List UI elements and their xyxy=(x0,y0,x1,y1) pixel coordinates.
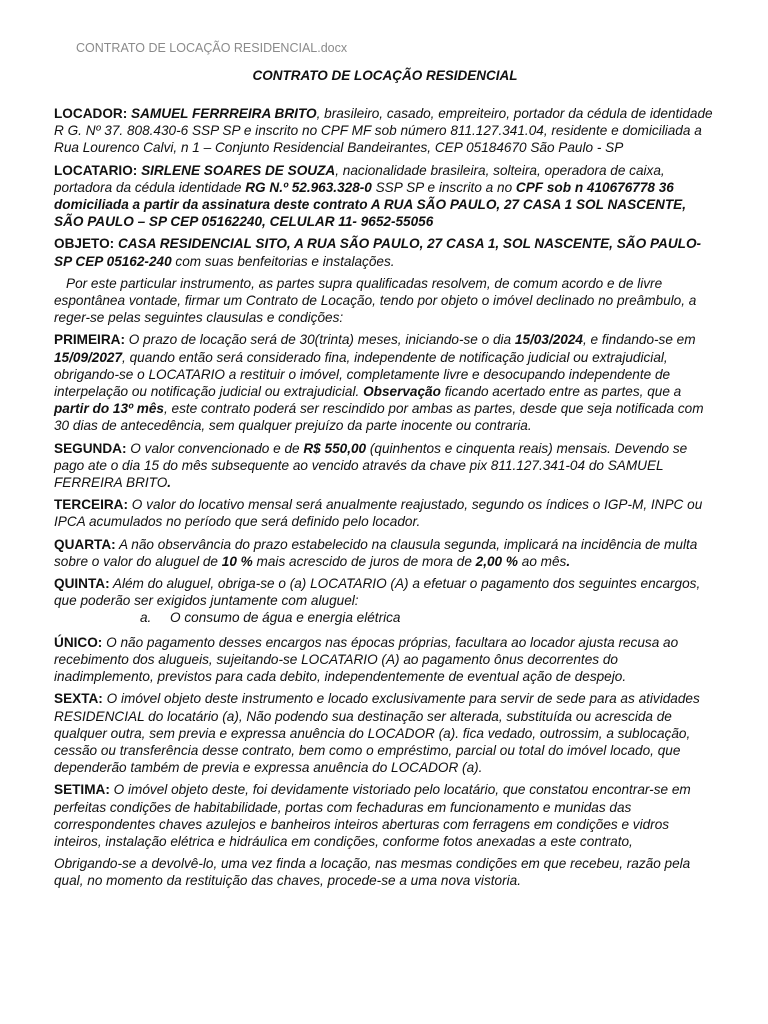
clause-primeira: PRIMEIRA: O prazo de locação será de 30(trinta) meses, iniciando-se o dia 15/03/2024, e findando-se em 15/09/2027, quando então será considerado fina, independente de notificação judicial ou extrajudicial, obrigando-se o LOCATARIO a restituir o imóvel, completamente livre e desocupando independente de interpelação ou notificação judicial ou extrajudicial. Observação ficando acertado entre as partes, que a partir do 13º mês, este contrato poderá ser rescindido por ambas as partes, desde que seja notificada com 30 dias de antecedência, sem qualquer prejuízo da parte inocente ou contraria. xyxy=(54,332,704,434)
objeto-paragraph: OBJETO: CASA RESIDENCIAL SITO, A RUA SÃO PAULO, 27 CASA 1, SOL NASCENTE, SÃO PAULO-SP CEP 05162-240 com suas benfeitorias e instalações. xyxy=(54,236,702,269)
document-filename: CONTRATO DE LOCAÇÃO RESIDENCIAL.docx xyxy=(76,41,348,55)
clause-sexta: SEXTA: O imóvel objeto deste instrumento e locado exclusivamente para servir de sede para as atividades RESIDENCIAL do locatário (a), Não podendo sua destinação ser alterada, substituída ou acrescida de qualquer outra, sem previa e expressa anuência do LOCADOR (a). fica vedado, outrossim, a sublocação, cessão ou transferência desse contrato, bem como o empréstimo, parcial ou total do imóvel locado, que dependerão também de previa e expressa anuência do LOCADOR (a). xyxy=(54,691,700,776)
clause-setima: SETIMA: O imóvel objeto deste, foi devidamente vistoriado pelo locatário, que constatou encontrar-se em perfeitas condições de habitabilidade, portas com fechaduras em funcionamento e munidas das correspondentes chaves azulejos e banheiros inteiros aberturas com ferragens em condições e vidros inteiros, instalação elétrica e hidráulica em condições, conforme fotos anexadas a este contrato, xyxy=(54,782,691,849)
objeto-address: CASA RESIDENCIAL SITO, A RUA SÃO PAULO, 27 CASA 1, SOL NASCENTE, SÃO PAULO-SP CEP 05162-240 xyxy=(54,236,702,269)
document-title: CONTRATO DE LOCAÇÃO RESIDENCIAL xyxy=(252,68,518,83)
clause-segunda: SEGUNDA: O valor convencionado e de R$ 550,00 (quinhentos e cinquenta reais) mensais. Devendo se pago ate o dia 15 do mês subsequente ao vencido através da chave pix 811.127.341-04 do SAMUEL FERREIRA BRITO. xyxy=(54,440,688,491)
locador-name: SAMUEL FERRREIRA BRITO xyxy=(131,106,317,121)
segunda-label: SEGUNDA: xyxy=(54,440,127,456)
quarta-label: QUARTA: xyxy=(54,536,116,552)
locador-paragraph: LOCADOR: SAMUEL FERRREIRA BRITO, brasileiro, casado, empreiteiro, portador da cédula de identidade R G. Nº 37. 808.430-6 SSP SP e inscrito no CPF MF sob número 811.127.341.04, residente e domiciliada a Rua Lourenco Calvi, n 1 – Conjunto Residencial Bandeirantes, CEP 05184670 São Paulo - SP xyxy=(54,106,713,156)
start-date: 15/03/2024 xyxy=(514,332,583,348)
list-item xyxy=(54,609,716,626)
document-body xyxy=(54,105,716,890)
observacao-label: Observação xyxy=(363,384,441,400)
end-date: 15/09/2027 xyxy=(54,349,123,365)
closing-paragraph: Obrigando-se a devolvê-lo, uma vez finda a locação, nas mesmas condições em que recebeu, razão pela qual, no momento da restituição das chaves, procede-se a uma nova vistoria. xyxy=(54,856,691,889)
locatario-paragraph: LOCATARIO: SIRLENE SOARES DE SOUZA, nacionalidade brasileira, solteira, operadora de caixa, portadora da cédula identidade RG N.º 52.963.328-0 SSP SP e inscrito a no CPF sob n 410676778 36 domiciliada a partir da assinatura deste contrato A RUA SÃO PAULO, 27 CASA 1 SOL NASCENTE, SÃO PAULO – SP CEP 05162240, CELULAR 11- 9652-55056 xyxy=(54,162,686,230)
locador-label: LOCADOR xyxy=(54,106,123,121)
primeira-label: PRIMEIRA: xyxy=(54,332,125,348)
clause-quarta: QUARTA: A não observância do prazo estabelecido na clausula segunda, implicará na incidência de multa sobre o valor do aluguel de 10 % mais acrescido de juros de mora de 2,00 % ao mês. xyxy=(54,536,698,569)
list-item-text: O consumo de água e energia elétrica xyxy=(170,610,401,626)
terceira-label: TERCEIRA: xyxy=(54,497,129,513)
setima-label: SETIMA: xyxy=(54,782,110,798)
locatario-label: LOCATARIO: xyxy=(54,162,138,178)
rent-value: R$ 550,00 xyxy=(303,440,367,456)
clause-unico: ÚNICO: O não pagamento desses encargos nas épocas próprias, facultara ao locador ajusta recusa ao recebimento dos alugueis, sujeitando-se LOCATARIO (A) ao pagamento ônus decorrentes do inadimplemento, previstos para cada debito, independentemente de eventual ação de despejo. xyxy=(54,634,679,685)
unico-label: ÚNICO: xyxy=(54,634,103,650)
locatario-name: SIRLENE SOARES DE SOUZA xyxy=(141,162,336,178)
rescission-month: partir do 13º mês xyxy=(54,401,164,417)
penalty-percent: 10 % xyxy=(221,553,253,569)
intro-paragraph: Por este particular instrumento, as partes supra qualificadas resolvem, de comum acordo e de livre espontânea vontade, firmar um Contrato de Locação, tendo por objeto o imóvel declinado no preâmbulo, a reger-se pelas seguintes clausulas e condições: xyxy=(54,275,697,326)
objeto-label: OBJETO: xyxy=(54,236,115,252)
quinta-label: QUINTA: xyxy=(54,576,110,592)
list-item-letter: a. xyxy=(140,610,152,626)
locatario-cpf: CPF sob n 410676778 36 domiciliada a partir da assinatura deste contrato A RUA SÃO PAULO, 27 CASA 1 SOL NASCENTE, SÃO PAULO – SP CEP 05162240, CELULAR 11- 9652-55056 xyxy=(54,179,686,230)
sexta-label: SEXTA: xyxy=(54,691,103,707)
interest-percent: 2,00 % xyxy=(475,553,518,569)
clause-terceira: TERCEIRA: O valor do locativo mensal será anualmente reajustado, segundo os índices o IGP-M, INPC ou IPCA acumulados no período que será definido pelo locador. xyxy=(54,497,703,530)
clause-quinta: QUINTA: Além do aluguel, obriga-se o (a) LOCATARIO (A) a efetuar o pagamento dos seguintes encargos, que poderão ser exigidos juntamente com aluguel: xyxy=(54,576,701,609)
locatario-rg: RG N.º 52.963.328-0 xyxy=(245,179,372,195)
